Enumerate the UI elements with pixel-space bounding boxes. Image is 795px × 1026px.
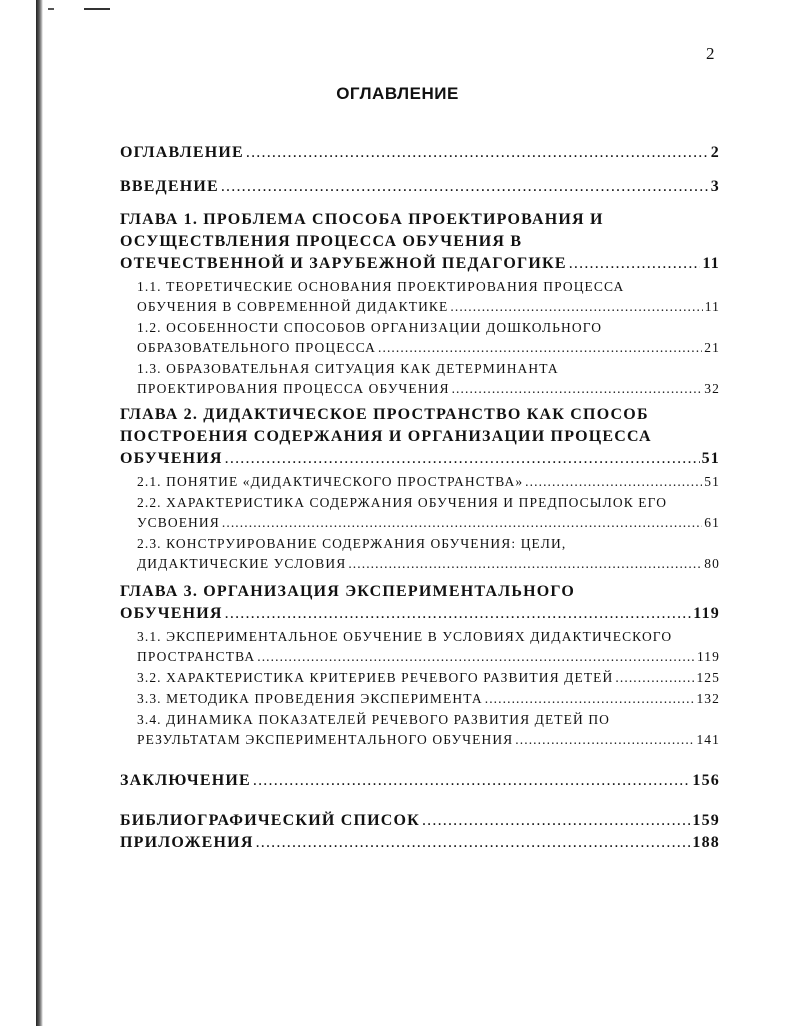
table-of-contents: [120, 142, 720, 854]
toc-subentry-row: [137, 730, 720, 750]
toc-subsections: [120, 470, 720, 577]
toc-subentry[interactable]: [137, 689, 720, 709]
dot-leader: [225, 603, 692, 625]
toc-entry-row: [120, 176, 720, 198]
toc-subentry-row: [137, 379, 720, 399]
toc-subentry[interactable]: [137, 359, 720, 399]
toc-page-number: 141: [696, 732, 720, 747]
toc-entry[interactable]: [120, 176, 720, 198]
dot-leader: [452, 379, 703, 399]
toc-subentry-title: 3.1. ЭКСПЕРИМЕНТАЛЬНОЕ ОБУЧЕНИЕ В УСЛОВИЯХ ДИДАКТИЧЕСКОГО: [137, 629, 673, 644]
toc-page-number: 132: [696, 691, 720, 706]
scan-artifact-mark: [48, 8, 54, 10]
toc-page-number: 51: [704, 474, 720, 489]
toc-page-number: 61: [704, 515, 720, 530]
toc-subentry-title: 2.3. КОНСТРУИРОВАНИЕ СОДЕРЖАНИЯ ОБУЧЕНИЯ: ЦЕЛИ,: [137, 536, 567, 551]
toc-page-number: 32: [704, 381, 720, 396]
toc-entry-title: ОТЕЧЕСТВЕННОЙ И ЗАРУБЕЖНОЙ ПЕДАГОГИКЕ: [120, 255, 567, 272]
toc-entry-row: [120, 142, 720, 164]
page-title: ОГЛАВЛЕНИЕ: [336, 84, 459, 103]
toc-entry-title: ГЛАВА 1. ПРОБЛЕМА СПОСОБА ПРОЕКТИРОВАНИЯ И: [120, 211, 604, 228]
toc-subentry-row: [137, 297, 720, 317]
toc-page-number: 119: [693, 605, 720, 622]
toc-subentry-row: [137, 338, 720, 358]
toc-subentry-title: 1.1. ТЕОРЕТИЧЕСКИЕ ОСНОВАНИЯ ПРОЕКТИРОВАНИЯ ПРОЦЕССА: [137, 279, 625, 294]
toc-entry-title: ОГЛАВЛЕНИЕ: [120, 144, 244, 161]
toc-subentry[interactable]: [137, 493, 720, 533]
toc-subentry[interactable]: [137, 318, 720, 358]
toc-page-number: 159: [692, 812, 720, 829]
toc-subentry-row: [137, 472, 720, 492]
toc-subentry-title: 2.1. ПОНЯТИЕ «ДИДАКТИЧЕСКОГО ПРОСТРАНСТВА»: [137, 474, 524, 489]
toc-page-number: 188: [692, 834, 720, 851]
toc-subentry-title: ОБРАЗОВАТЕЛЬНОГО ПРОЦЕССА: [137, 340, 376, 355]
toc-entry-title: ОБУЧЕНИЯ: [120, 450, 223, 467]
toc-page-number: 2: [710, 144, 720, 161]
dot-leader: [615, 668, 694, 688]
toc-subentry-title: УСВОЕНИЯ: [137, 515, 220, 530]
toc-subentry-title: ПРОСТРАНСТВА: [137, 649, 256, 664]
scan-binding-edge: [36, 0, 43, 1026]
dot-leader: [515, 730, 694, 750]
toc-page-number: 11: [704, 299, 720, 314]
toc-page-number: 80: [704, 556, 720, 571]
dot-leader: [222, 513, 702, 533]
toc-entry-title: ГЛАВА 3. ОРГАНИЗАЦИЯ ЭКСПЕРИМЕНТАЛЬНОГО: [120, 583, 576, 600]
dot-leader: [450, 297, 702, 317]
toc-entry-row: [120, 603, 720, 625]
toc-subentry[interactable]: [137, 472, 720, 492]
toc-entry-title: ПОСТРОЕНИЯ СОДЕРЖАНИЯ И ОРГАНИЗАЦИИ ПРОЦЕССА: [120, 428, 652, 445]
toc-entry-title: ВВЕДЕНИЕ: [120, 178, 219, 195]
dot-leader: [485, 689, 695, 709]
toc-page-number: 125: [696, 670, 720, 685]
toc-subentry-title: ДИДАКТИЧЕСКИЕ УСЛОВИЯ: [137, 556, 347, 571]
toc-entry[interactable]: [120, 404, 720, 577]
toc-entry[interactable]: [120, 810, 720, 832]
toc-subentry-title: 1.2. ОСОБЕННОСТИ СПОСОБОВ ОРГАНИЗАЦИИ ДОШКОЛЬНОГО: [137, 320, 603, 335]
toc-subentry-title: 3.4. ДИНАМИКА ПОКАЗАТЕЛЕЙ РЕЧЕВОГО РАЗВИТИЯ ДЕТЕЙ ПО: [137, 712, 611, 727]
toc-entry[interactable]: [120, 770, 720, 792]
toc-subentry-title: ПРОЕКТИРОВАНИЯ ПРОЦЕССА ОБУЧЕНИЯ: [137, 381, 450, 396]
toc-entry[interactable]: [120, 209, 720, 402]
toc-subentry-row: [137, 554, 720, 574]
toc-subentry[interactable]: [137, 710, 720, 750]
dot-leader: [569, 253, 701, 275]
dot-leader: [422, 810, 690, 832]
toc-page-number: 156: [692, 772, 720, 789]
toc-subentry-title: 2.2. ХАРАКТЕРИСТИКА СОДЕРЖАНИЯ ОБУЧЕНИЯ И ПРЕДПОСЫЛОК ЕГО: [137, 495, 668, 510]
toc-entry-title: ГЛАВА 2. ДИДАКТИЧЕСКОЕ ПРОСТРАНСТВО КАК СПОСОБ: [120, 406, 649, 423]
toc-subentry-title: 1.3. ОБРАЗОВАТЕЛЬНАЯ СИТУАЦИЯ КАК ДЕТЕРМИНАНТА: [137, 361, 559, 376]
toc-page-number: 119: [696, 649, 720, 664]
scan-artifact-dash: [84, 8, 110, 10]
toc-subentry-title: РЕЗУЛЬТАТАМ ЭКСПЕРИМЕНТАЛЬНОГО ОБУЧЕНИЯ: [137, 732, 514, 747]
page-number: 2: [706, 44, 715, 63]
toc-entry-row: [120, 832, 720, 854]
toc-entry-title: ЗАКЛЮЧЕНИЕ: [120, 772, 251, 789]
toc-page-number: 11: [702, 255, 720, 272]
toc-entry-row: [120, 253, 720, 275]
dot-leader: [525, 472, 702, 492]
toc-subentry-row: [137, 647, 720, 667]
dot-leader: [378, 338, 702, 358]
toc-subsections: [120, 275, 720, 402]
toc-entry-row: [120, 770, 720, 792]
dot-leader: [253, 770, 690, 792]
toc-subentry[interactable]: [137, 627, 720, 667]
dot-leader: [246, 142, 709, 164]
toc-subentry[interactable]: [137, 534, 720, 574]
toc-entry[interactable]: [120, 581, 720, 753]
dot-leader: [256, 832, 691, 854]
toc-subentry-title: 3.2. ХАРАКТЕРИСТИКА КРИТЕРИЕВ РЕЧЕВОГО РАЗВИТИЯ ДЕТЕЙ: [137, 670, 614, 685]
toc-subentry-row: [137, 668, 720, 688]
dot-leader: [221, 176, 709, 198]
toc-entry-title: БИБЛИОГРАФИЧЕСКИЙ СПИСОК: [120, 812, 420, 829]
toc-entry[interactable]: [120, 832, 720, 854]
toc-entry-row: [120, 448, 720, 470]
toc-subentry-title: 3.3. МЕТОДИКА ПРОВЕДЕНИЯ ЭКСПЕРИМЕНТА: [137, 691, 483, 706]
toc-subsections: [120, 625, 720, 753]
toc-subentry-title: ОБУЧЕНИЯ В СОВРЕМЕННОЙ ДИДАКТИКЕ: [137, 299, 449, 314]
toc-entry-title: ОСУЩЕСТВЛЕНИЯ ПРОЦЕССА ОБУЧЕНИЯ В: [120, 233, 523, 250]
dot-leader: [257, 647, 695, 667]
toc-entry-row: [120, 810, 720, 832]
toc-subentry[interactable]: [137, 668, 720, 688]
toc-subentry[interactable]: [137, 277, 720, 317]
toc-page-number: 3: [710, 178, 720, 195]
toc-subentry-row: [137, 689, 720, 709]
toc-entry[interactable]: [120, 142, 720, 164]
toc-subentry-row: [137, 513, 720, 533]
dot-leader: [225, 448, 700, 470]
dot-leader: [348, 554, 702, 574]
toc-page-number: 21: [704, 340, 720, 355]
toc-entry-title: ОБУЧЕНИЯ: [120, 605, 223, 622]
toc-page-number: 51: [701, 450, 720, 467]
toc-entry-title: ПРИЛОЖЕНИЯ: [120, 834, 254, 851]
